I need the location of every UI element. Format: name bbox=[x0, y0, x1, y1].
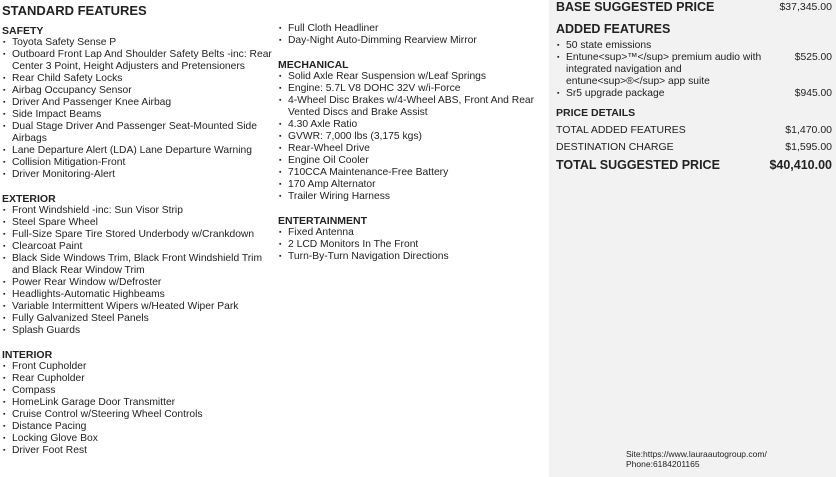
feature-item: ▪ 170 Amp Alternator bbox=[278, 179, 543, 191]
feature-item: ▪ 710CCA Maintenance-Free Battery bbox=[278, 167, 543, 179]
feature-list bbox=[278, 23, 543, 47]
total-added-value: $1,470.00 bbox=[785, 124, 832, 136]
price-details-heading: PRICE DETAILS bbox=[556, 107, 636, 119]
section-heading: MECHANICAL bbox=[278, 59, 349, 71]
feature-item: ▪ Toyota Safety Sense P bbox=[2, 37, 272, 49]
feature-item: ▪ Rear Child Safety Locks bbox=[2, 73, 272, 85]
feature-item: ▪ 4.30 Axle Ratio bbox=[278, 119, 543, 131]
feature-item: ▪ Black Side Windows Trim, Black Front Windshield Trim and Black Rear Window Trim bbox=[2, 253, 272, 277]
feature-item: ▪ Airbag Occupancy Sensor bbox=[2, 85, 272, 97]
total-added-label: TOTAL ADDED FEATURES bbox=[556, 124, 686, 136]
feature-item: ▪ Engine Oil Cooler bbox=[278, 155, 543, 167]
feature-item: ▪ Splash Guards bbox=[2, 325, 272, 337]
destination-value: $1,595.00 bbox=[785, 141, 832, 153]
feature-item: ▪ 4-Wheel Disc Brakes w/4-Wheel ABS, Front And Rear Vented Discs and Brake Assist bbox=[278, 95, 543, 119]
feature-item: ▪ 2 LCD Monitors In The Front bbox=[278, 239, 543, 251]
feature-list bbox=[278, 227, 543, 263]
feature-item: ▪ Solid Axle Rear Suspension w/Leaf Springs bbox=[278, 71, 543, 83]
feature-item: ▪ Driver Foot Rest bbox=[2, 445, 272, 457]
added-feature-name: ▪ Sr5 upgrade package bbox=[566, 88, 665, 99]
feature-item: ▪ Front Cupholder bbox=[2, 361, 272, 373]
feature-item: ▪ GVWR: 7,000 lbs (3,175 kgs) bbox=[278, 131, 543, 143]
feature-item: ▪ Fully Galvanized Steel Panels bbox=[2, 313, 272, 325]
feature-item: ▪ Rear Cupholder bbox=[2, 373, 272, 385]
section-heading: SAFETY bbox=[2, 25, 44, 37]
phone-label: Phone: bbox=[626, 459, 653, 469]
feature-item: ▪ Headlights-Automatic Highbeams bbox=[2, 289, 272, 301]
added-feature-row bbox=[556, 52, 832, 88]
added-feature-price: $525.00 bbox=[794, 52, 832, 63]
feature-item: ▪ Compass bbox=[2, 385, 272, 397]
feature-list bbox=[278, 71, 543, 203]
total-price-label: TOTAL SUGGESTED PRICE bbox=[556, 158, 720, 172]
feature-list bbox=[2, 205, 272, 337]
base-price-label: BASE SUGGESTED PRICE bbox=[556, 0, 715, 14]
section-heading: INTERIOR bbox=[2, 349, 53, 361]
feature-item: ▪ Clearcoat Paint bbox=[2, 241, 272, 253]
added-feature-price: $945.00 bbox=[794, 88, 832, 99]
feature-item: ▪ Fixed Antenna bbox=[278, 227, 543, 239]
feature-item: ▪ Rear-Wheel Drive bbox=[278, 143, 543, 155]
left-column bbox=[2, 0, 272, 469]
feature-item: ▪ Outboard Front Lap And Shoulder Safety Belts -inc: Rear Center 3 Point, Height Adjusters and Pretensioners bbox=[2, 49, 272, 73]
added-feature-name: ▪ 50 state emissions bbox=[566, 40, 652, 51]
feature-item: ▪ Distance Pacing bbox=[2, 421, 272, 433]
feature-item: ▪ Engine: 5.7L V8 DOHC 32V w/i-Force bbox=[278, 83, 543, 95]
feature-item: ▪ Driver And Passenger Knee Airbag bbox=[2, 97, 272, 109]
feature-item: ▪ Full-Size Spare Tire Stored Underbody w/Crankdown bbox=[2, 229, 272, 241]
feature-list bbox=[2, 361, 272, 457]
total-price-value: $40,410.00 bbox=[769, 158, 832, 172]
section-heading: EXTERIOR bbox=[2, 193, 56, 205]
feature-item: ▪ HomeLink Garage Door Transmitter bbox=[2, 397, 272, 409]
feature-item: ▪ Variable Intermittent Wipers w/Heated Wiper Park bbox=[2, 301, 272, 313]
site-link[interactable]: https://www.lauraautogroup.com/ bbox=[643, 449, 767, 459]
added-feature-row bbox=[556, 88, 832, 100]
feature-item: ▪ Turn-By-Turn Navigation Directions bbox=[278, 251, 543, 263]
contact-info bbox=[626, 449, 767, 469]
feature-item: ▪ Collision Mitigation-Front bbox=[2, 157, 272, 169]
feature-item: ▪ Day-Night Auto-Dimming Rearview Mirror bbox=[278, 35, 543, 47]
destination-label: DESTINATION CHARGE bbox=[556, 141, 674, 153]
added-features-heading: ADDED FEATURES bbox=[556, 22, 671, 36]
section-heading: ENTERTAINMENT bbox=[278, 215, 368, 227]
feature-item: ▪ Full Cloth Headliner bbox=[278, 23, 543, 35]
feature-item: ▪ Locking Glove Box bbox=[2, 433, 272, 445]
base-price-value: $37,345.00 bbox=[779, 1, 832, 13]
feature-item: ▪ Steel Spare Wheel bbox=[2, 217, 272, 229]
feature-item: ▪ Lane Departure Alert (LDA) Lane Departure Warning bbox=[2, 145, 272, 157]
feature-item: ▪ Dual Stage Driver And Passenger Seat-Mounted Side Airbags bbox=[2, 121, 272, 145]
feature-item: ▪ Side Impact Beams bbox=[2, 109, 272, 121]
middle-column bbox=[278, 23, 543, 275]
added-feature-name: ▪ Entune<sup>™</sup> premium audio with integrated navigation and entune<sup>®</sup> app suite bbox=[566, 52, 762, 87]
page-title: STANDARD FEATURES bbox=[2, 3, 147, 18]
feature-list bbox=[2, 37, 272, 181]
pricing-panel bbox=[549, 0, 836, 477]
added-feature-row bbox=[556, 40, 832, 52]
site-label: Site: bbox=[626, 449, 644, 459]
feature-item: ▪ Trailer Wiring Harness bbox=[278, 191, 543, 203]
feature-item: ▪ Cruise Control w/Steering Wheel Controls bbox=[2, 409, 272, 421]
feature-item: ▪ Driver Monitoring-Alert bbox=[2, 169, 272, 181]
phone-link[interactable]: 6184201165 bbox=[652, 459, 700, 469]
feature-item: ▪ Front Windshield -inc: Sun Visor Strip bbox=[2, 205, 272, 217]
feature-item: ▪ Power Rear Window w/Defroster bbox=[2, 277, 272, 289]
